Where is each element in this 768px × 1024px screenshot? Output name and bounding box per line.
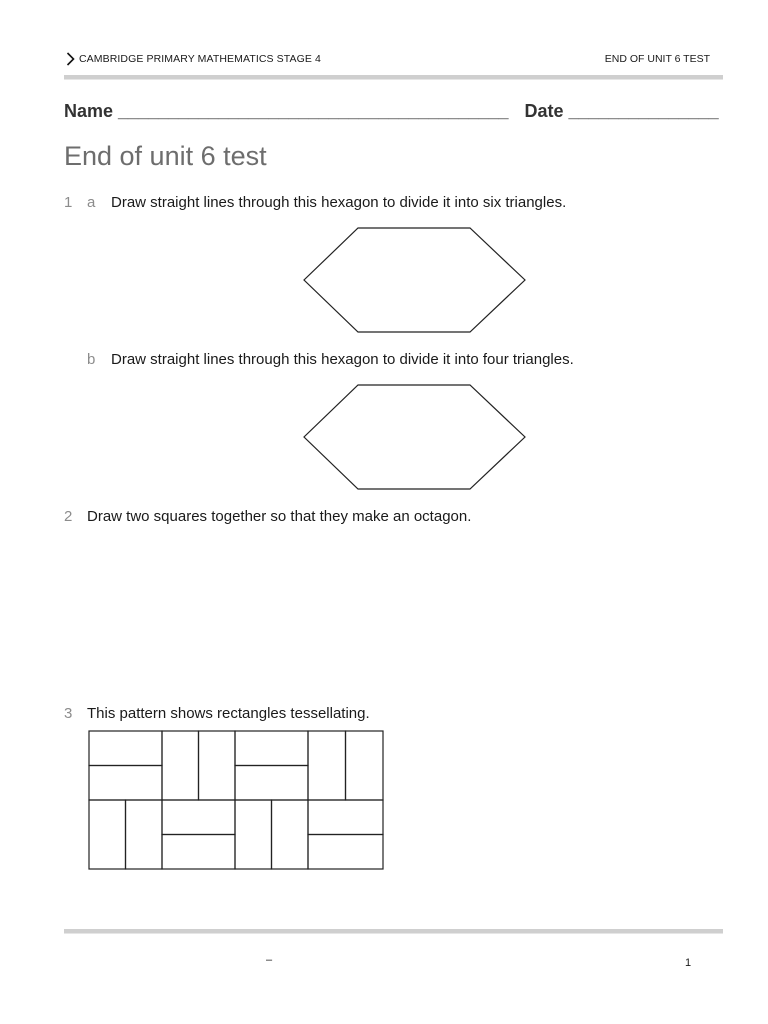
rectangle-tile (89, 731, 162, 766)
rectangle-tile (346, 731, 384, 800)
question-text: This pattern shows rectangles tessellating. (87, 705, 370, 722)
rectangle-tile (199, 731, 236, 800)
question-number: 3 (64, 705, 73, 722)
rectangle-tile (308, 835, 383, 870)
page-title: End of unit 6 test (64, 141, 267, 171)
page-number: 1 (685, 957, 692, 969)
rectangle-tile (89, 766, 162, 801)
rectangle-tile (126, 800, 163, 869)
rectangle-tile (308, 731, 346, 800)
question-part-letter: b (87, 351, 96, 368)
rectangle-tile (162, 800, 235, 835)
rectangle-tile (308, 800, 383, 835)
question-number: 1 (64, 194, 73, 211)
rectangle-tile (235, 800, 272, 869)
date-label: Date (524, 101, 564, 121)
footer-rule (64, 929, 723, 934)
rectangle-tile (272, 800, 309, 869)
rectangle-tile (235, 766, 308, 801)
header-test-title: END OF UNIT 6 TEST (604, 53, 710, 65)
name-label: Name (64, 101, 114, 121)
name-blank[interactable]: _______________________________________ (118, 101, 509, 121)
rectangle-tile (89, 800, 126, 869)
rectangle-tile (162, 731, 199, 800)
rectangle-tile (162, 835, 235, 870)
rectangle-tile (235, 731, 308, 766)
question-text: Draw straight lines through this hexagon to divide it into six triangles. (111, 194, 567, 211)
question-part-letter: a (87, 194, 96, 211)
question-text: Draw two squares together so that they make an octagon. (87, 508, 472, 525)
question-text: Draw straight lines through this hexagon to divide it into four triangles. (111, 351, 574, 368)
footer-dash: – (266, 954, 273, 966)
header-series-title: CAMBRIDGE PRIMARY MATHEMATICS STAGE 4 (79, 53, 321, 65)
question-number: 2 (64, 508, 73, 525)
date-blank[interactable]: _______________ (568, 101, 719, 121)
